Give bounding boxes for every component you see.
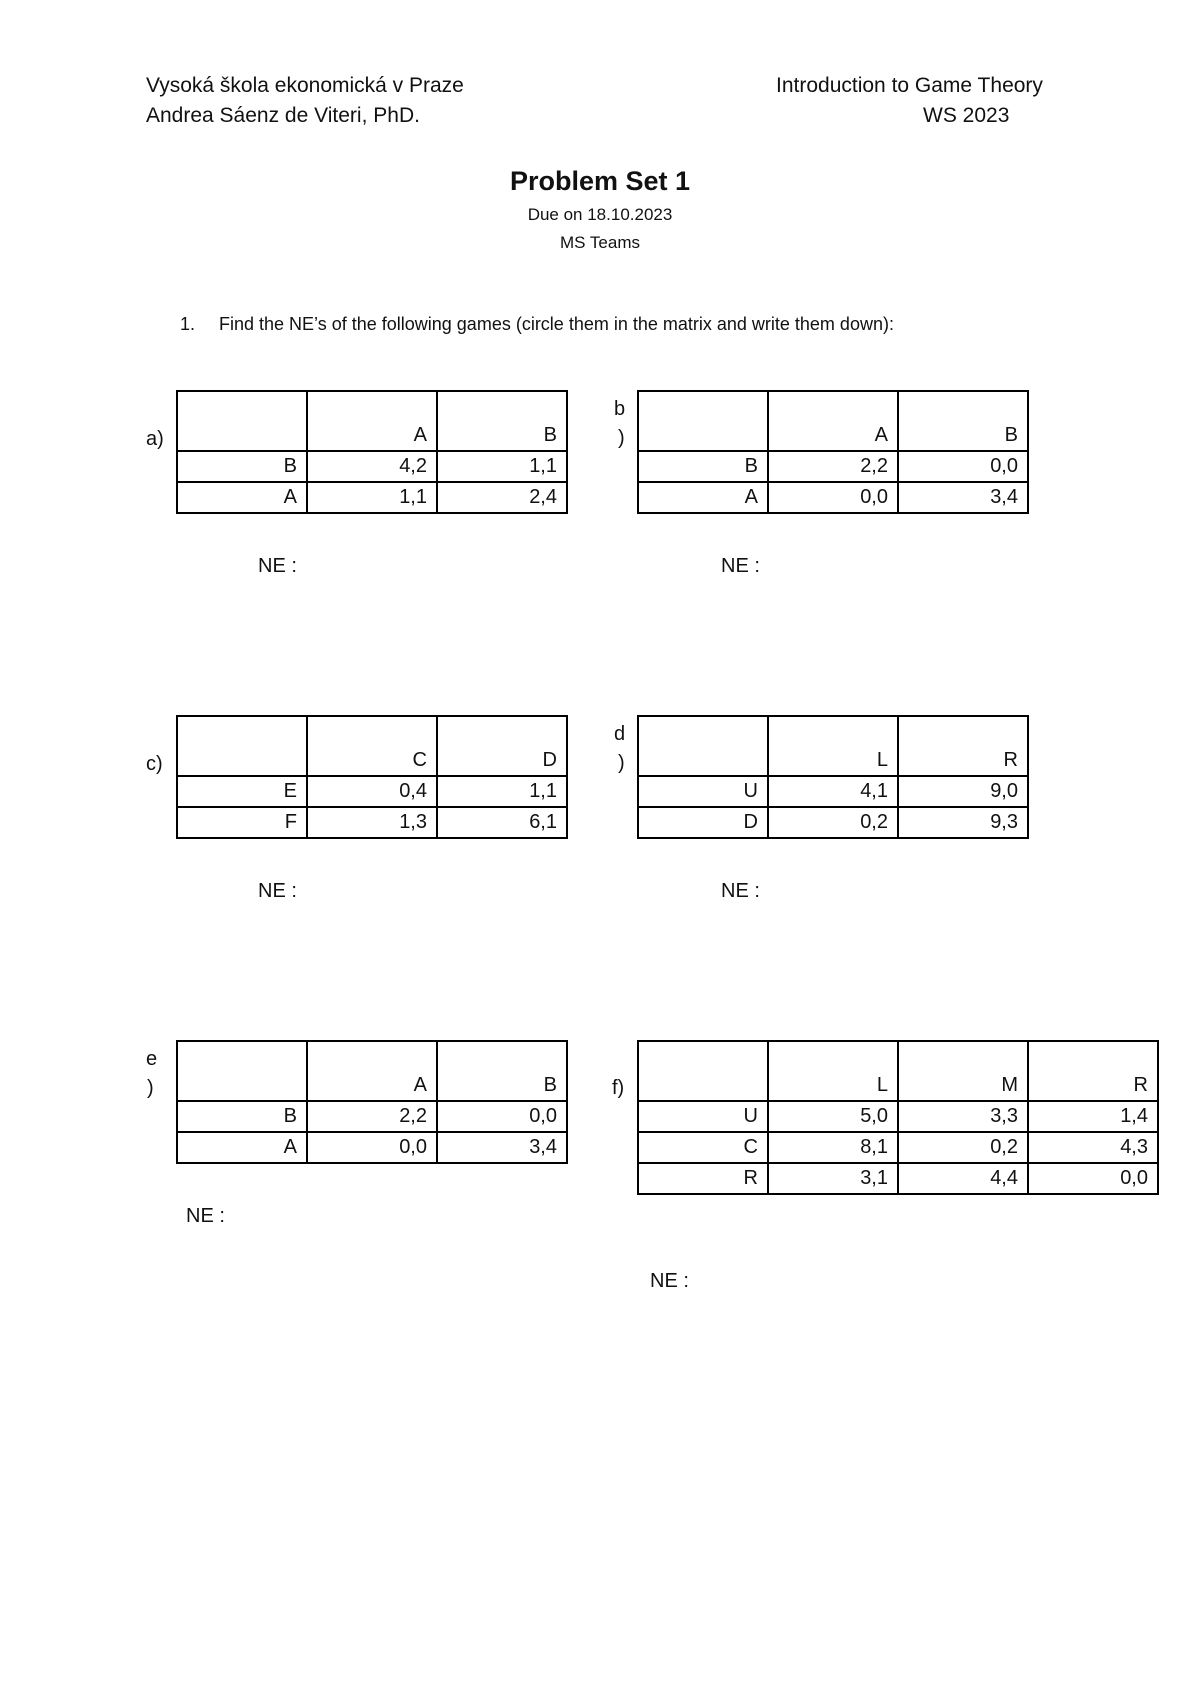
col-header: B [437,1041,567,1101]
payoff-cell: 5,0 [768,1101,898,1132]
payoff-cell: 4,1 [768,776,898,807]
game-b-matrix [637,390,1029,514]
game-e-ne-label: NE : [186,1205,225,1227]
matrix-header-row [177,1041,567,1101]
game-d-label-top: d [614,723,626,745]
row-header: B [638,451,768,482]
payoff-cell: 1,4 [1028,1101,1158,1132]
row-header: U [638,1101,768,1132]
col-header: L [768,716,898,776]
game-d-label-bottom: ) [618,752,625,774]
university-name: Vysoká škola ekonomická v Praze [146,74,464,97]
row-header: B [177,1101,307,1132]
col-header: A [768,391,898,451]
matrix-row [638,1101,1158,1132]
matrix-row [177,1132,567,1163]
due-date: Due on 18.10.2023 [527,205,673,224]
payoff-cell: 3,1 [768,1163,898,1194]
question-text: Find the NE’s of the following games (circle them in the matrix and write them down): [219,314,894,334]
payoff-cell: 3,4 [898,482,1028,513]
row-header: D [638,807,768,838]
page-title: Problem Set 1 [509,166,691,196]
game-c-label: c) [146,753,163,775]
payoff-cell: 0,0 [437,1101,567,1132]
row-header: B [177,451,307,482]
matrix-row [177,1101,567,1132]
payoff-cell: 1,1 [307,482,437,513]
payoff-cell: 6,1 [437,807,567,838]
payoff-cell: 2,2 [768,451,898,482]
instructor-name: Andrea Sáenz de Viteri, PhD. [146,104,420,127]
corner-cell [177,716,307,776]
payoff-cell: 3,3 [898,1101,1028,1132]
game-b-ne-label: NE : [721,555,760,577]
game-d-ne-label: NE : [721,880,760,902]
corner-cell [177,1041,307,1101]
game-a-label: a) [146,428,164,450]
payoff-cell: 0,0 [307,1132,437,1163]
row-header: E [177,776,307,807]
payoff-cell: 0,2 [768,807,898,838]
game-c-ne-label: NE : [258,880,297,902]
payoff-cell: 4,4 [898,1163,1028,1194]
row-header: A [177,1132,307,1163]
matrix-row [177,776,567,807]
payoff-cell: 0,2 [898,1132,1028,1163]
matrix-header-row [638,716,1028,776]
matrix-row [638,482,1028,513]
matrix-row [177,482,567,513]
question-number: 1. [180,314,196,334]
payoff-cell: 9,3 [898,807,1028,838]
row-header: C [638,1132,768,1163]
matrix-header-row [638,1041,1158,1101]
game-a-matrix [176,390,568,514]
payoff-cell: 2,2 [307,1101,437,1132]
payoff-cell: 0,0 [768,482,898,513]
payoff-cell: 0,0 [898,451,1028,482]
game-d-matrix [637,715,1029,839]
col-header: C [307,716,437,776]
matrix-row [638,1132,1158,1163]
row-header: A [638,482,768,513]
matrix-row [638,451,1028,482]
col-header: D [437,716,567,776]
game-f-ne-label: NE : [650,1270,689,1292]
game-f-matrix [637,1040,1159,1195]
payoff-cell: 3,4 [437,1132,567,1163]
payoff-cell: 1,1 [437,451,567,482]
submission-platform: MS Teams [560,233,640,252]
game-f-label: f) [612,1077,625,1099]
matrix-header-row [638,391,1028,451]
payoff-cell: 9,0 [898,776,1028,807]
payoff-cell: 1,3 [307,807,437,838]
payoff-cell: 1,1 [437,776,567,807]
semester: WS 2023 [923,104,1010,127]
matrix-row [177,807,567,838]
col-header: A [307,1041,437,1101]
matrix-row [638,776,1028,807]
col-header: R [1028,1041,1158,1101]
col-header: M [898,1041,1028,1101]
payoff-cell: 0,4 [307,776,437,807]
col-header: A [307,391,437,451]
game-e-label-bottom: ) [147,1077,154,1099]
col-header: R [898,716,1028,776]
matrix-header-row [177,716,567,776]
course-name: Introduction to Game Theory [776,74,1043,97]
game-e-matrix [176,1040,568,1164]
corner-cell [638,1041,768,1101]
game-c-matrix [176,715,568,839]
game-a-ne-label: NE : [258,555,297,577]
row-header: A [177,482,307,513]
game-e-label-top: e [146,1048,158,1070]
col-header: B [437,391,567,451]
row-header: U [638,776,768,807]
corner-cell [638,391,768,451]
col-header: L [768,1041,898,1101]
corner-cell [177,391,307,451]
payoff-cell: 8,1 [768,1132,898,1163]
payoff-cell: 4,3 [1028,1132,1158,1163]
col-header: B [898,391,1028,451]
matrix-row [638,807,1028,838]
payoff-cell: 2,4 [437,482,567,513]
matrix-header-row [177,391,567,451]
game-b-label-bottom: ) [618,427,625,449]
payoff-cell: 4,2 [307,451,437,482]
matrix-row [638,1163,1158,1194]
row-header: R [638,1163,768,1194]
payoff-cell: 0,0 [1028,1163,1158,1194]
matrix-row [177,451,567,482]
game-b-label-top: b [614,398,626,420]
corner-cell [638,716,768,776]
row-header: F [177,807,307,838]
